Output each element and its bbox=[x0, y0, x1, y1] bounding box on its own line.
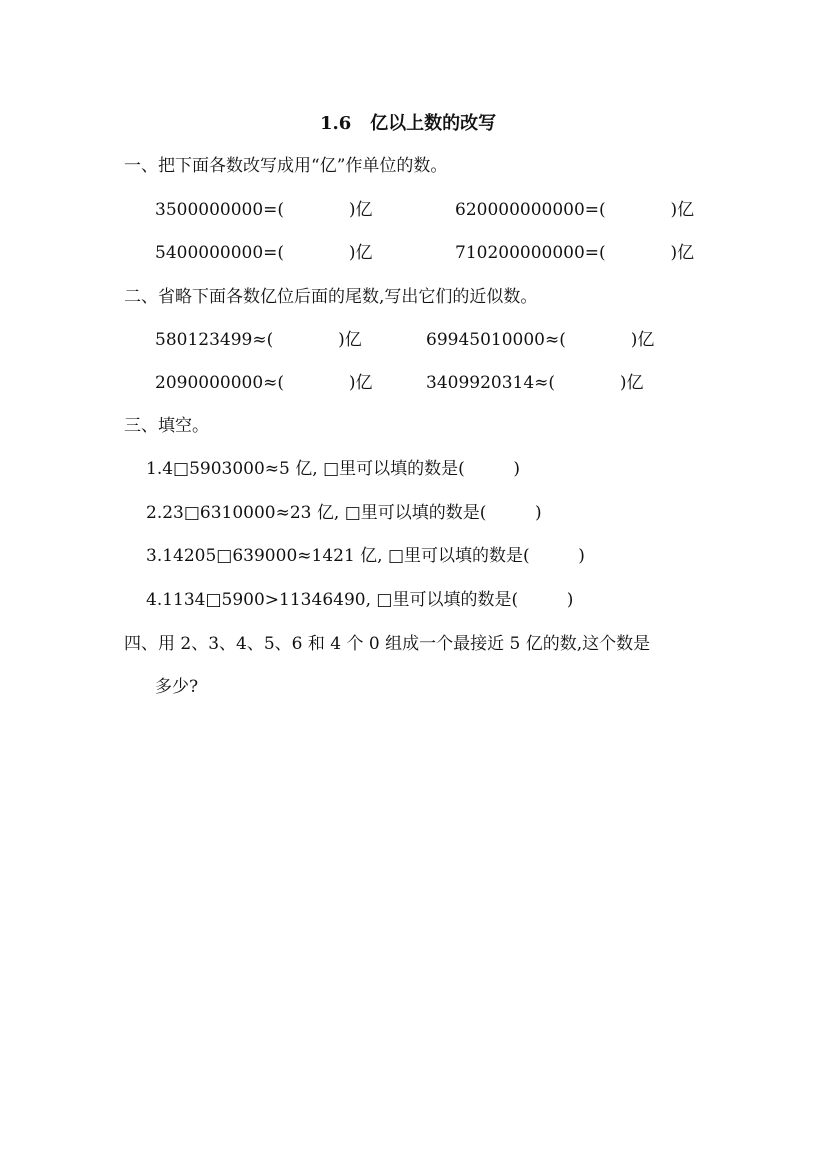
section1-item-4: 710200000000=( )亿 bbox=[455, 243, 695, 263]
section2-item-2: 69945010000≈( )亿 bbox=[426, 330, 655, 350]
section4-continuation: 多少? bbox=[155, 677, 199, 697]
section3-item-2: 2.23□6310000≈23 亿, □里可以填的数是( ) bbox=[146, 503, 542, 523]
section1-item-3: 5400000000=( )亿 bbox=[155, 243, 373, 263]
section3-heading: 三、填空。 bbox=[124, 416, 209, 436]
section2-item-4: 3409920314≈( )亿 bbox=[426, 373, 644, 393]
section4-heading: 四、用 2、3、4、5、6 和 4 个 0 组成一个最接近 5 亿的数,这个数是 bbox=[124, 634, 651, 654]
section1-heading: 一、把下面各数改写成用“亿”作单位的数。 bbox=[124, 156, 448, 176]
section3-item-4: 4.1134□5900>11346490, □里可以填的数是( ) bbox=[146, 590, 574, 610]
section3-item-1: 1.4□5903000≈5 亿, □里可以填的数是( ) bbox=[146, 459, 521, 479]
section2-heading: 二、省略下面各数亿位后面的尾数,写出它们的近似数。 bbox=[124, 287, 538, 307]
section2-item-1: 580123499≈( )亿 bbox=[155, 330, 362, 350]
section1-item-1: 3500000000=( )亿 bbox=[155, 200, 373, 220]
section2-item-3: 2090000000≈( )亿 bbox=[155, 373, 373, 393]
section3-item-3: 3.14205□639000≈1421 亿, □里可以填的数是( ) bbox=[146, 546, 585, 566]
section1-item-2: 620000000000=( )亿 bbox=[455, 200, 695, 220]
page-title: 1.6 亿以上数的改写 bbox=[320, 113, 497, 134]
